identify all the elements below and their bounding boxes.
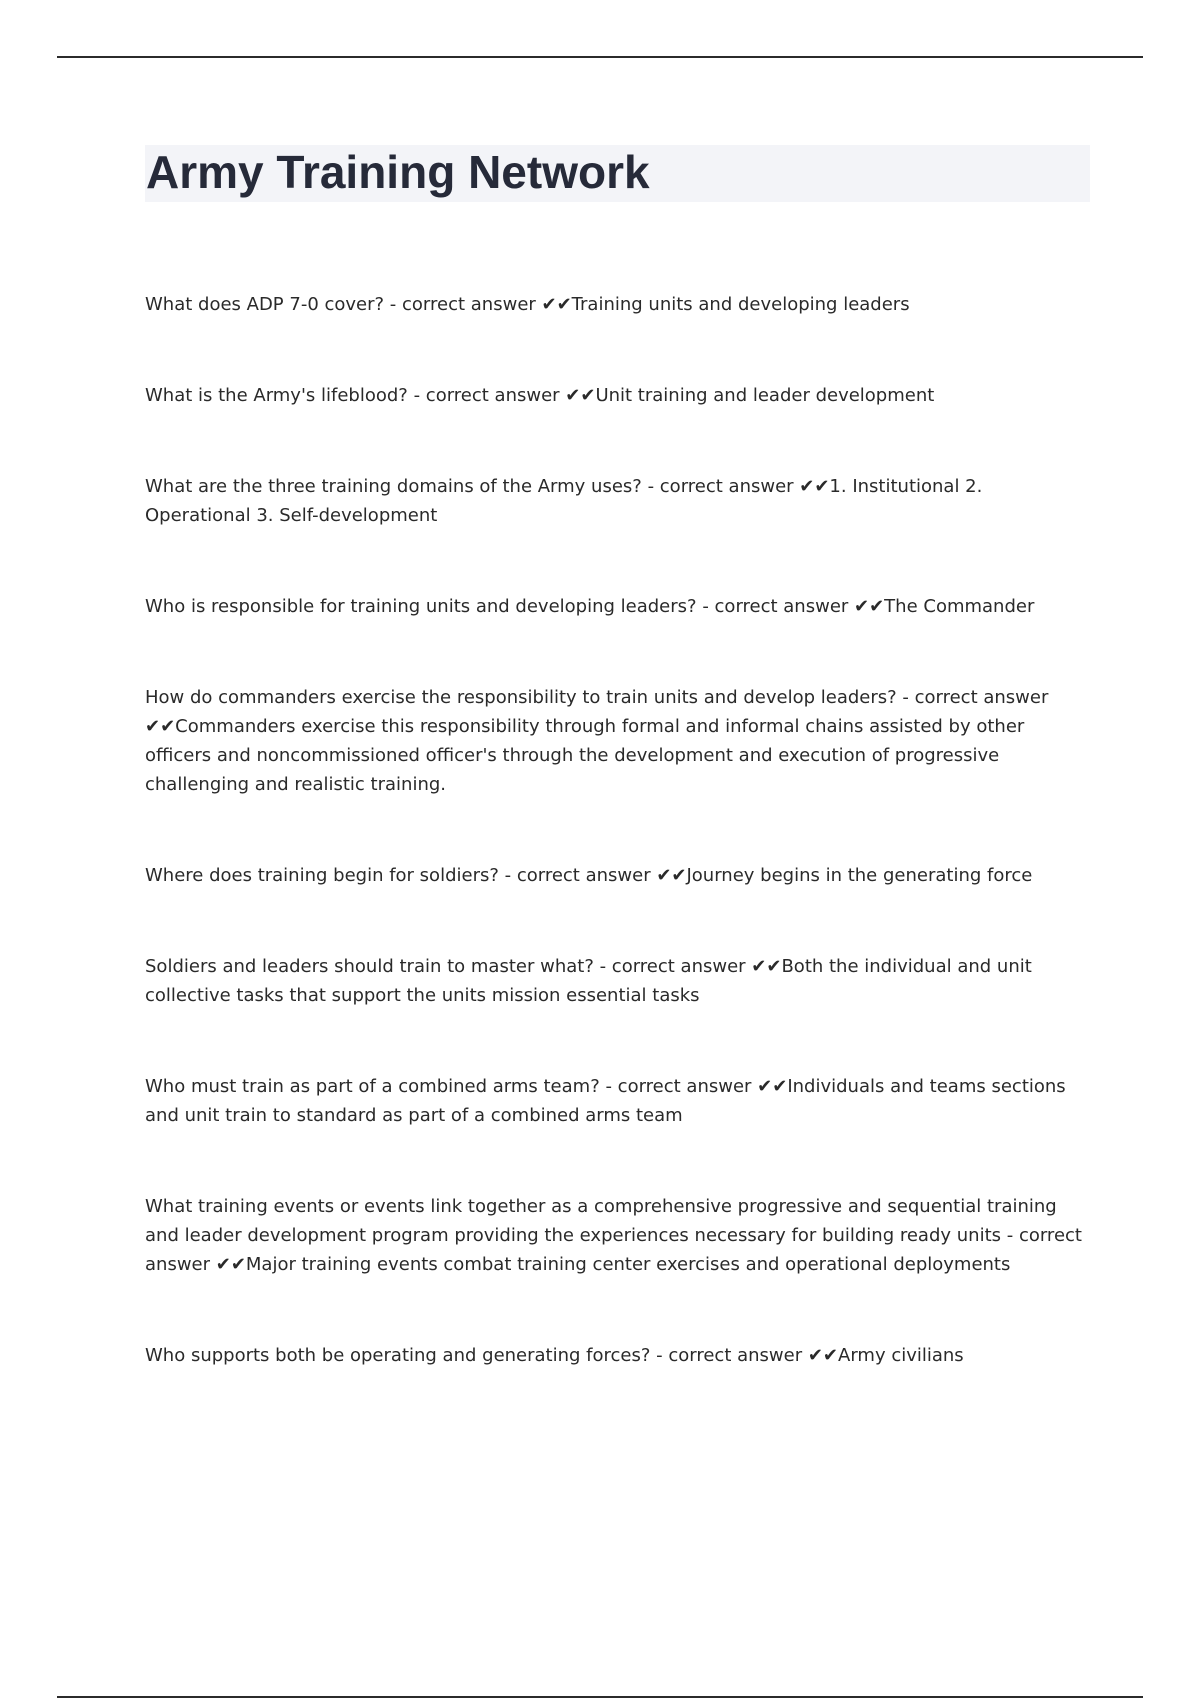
qa-item-6: Where does training begin for soldiers? - correct answer ✔✔Journey begins in the generating force — [145, 865, 1033, 886]
qa-item-10: Who supports both be operating and generating forces? - correct answer ✔✔Army civilians — [145, 1345, 964, 1366]
qa-item-9: What training events or events link together as a comprehensive progressive and sequential training and leader development program providing the experiences necessary for building ready units - correct answer ✔✔Major training events combat training center exercises and operational deployments — [145, 1196, 1082, 1275]
footer-rule — [57, 1696, 1143, 1698]
qa-item-7: Soldiers and leaders should train to master what? - correct answer ✔✔Both the individual and unit collective tasks that support the units mission essential tasks — [145, 956, 1032, 1006]
document-title: Army Training Network — [146, 146, 650, 198]
qa-item-5: How do commanders exercise the responsibility to train units and develop leaders? - correct answer ✔✔Commanders exercise this responsibility through formal and informal chains assisted by other officers and noncommissioned officer's through the development and execution of progressive challenging and realistic training. — [145, 687, 1049, 795]
qa-item-2: What is the Army's lifeblood? - correct answer ✔✔Unit training and leader development — [145, 385, 935, 406]
qa-item-8: Who must train as part of a combined arms team? - correct answer ✔✔Individuals and teams sections and unit train to standard as part of a combined arms team — [145, 1076, 1066, 1126]
qa-item-3: What are the three training domains of the Army uses? - correct answer ✔✔1. Institutional 2. Operational 3. Self-development — [145, 476, 983, 526]
qa-list — [145, 290, 1090, 1370]
qa-item-4: Who is responsible for training units and developing leaders? - correct answer ✔✔The Commander — [145, 596, 1035, 617]
qa-item-1: What does ADP 7-0 cover? - correct answer ✔✔Training units and developing leaders — [145, 294, 910, 315]
header-rule — [57, 56, 1143, 58]
